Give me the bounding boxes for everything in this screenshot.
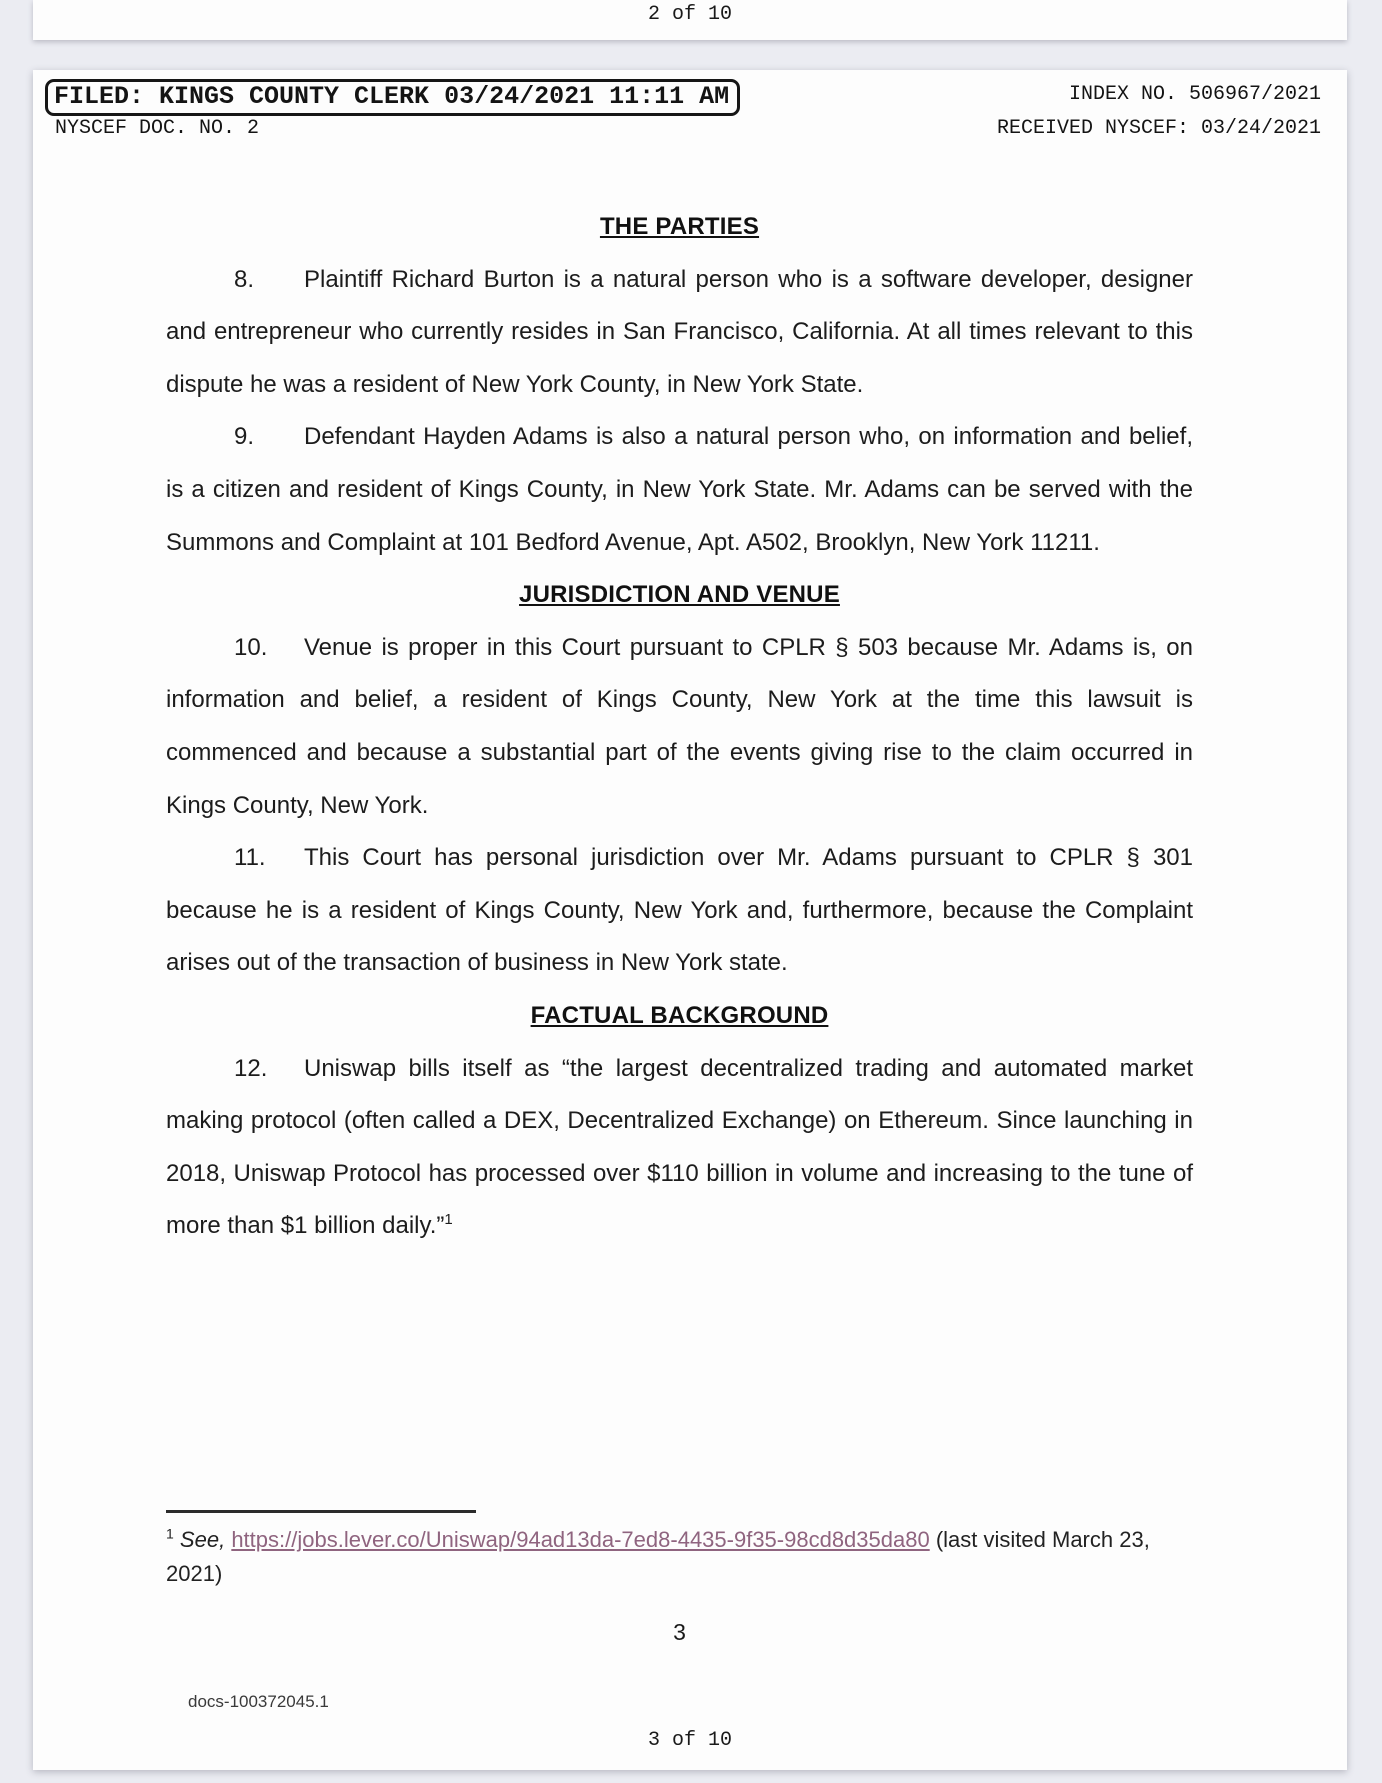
paragraph-number: 9. [234,423,255,451]
nyscef-doc-number: NYSCEF DOC. NO. 2 [55,117,260,140]
paragraph-text: Defendant Hayden Adams is also a natural person who, on information and belief, is a citizen and resident of Kings County, in New York State. Mr. Adams can be served with the Summons and Complaint at 101 Bedford Avenue, Apt. A502, Brooklyn, New York 11211. [166,423,1193,556]
previous-page-fragment [33,0,1347,40]
section-heading-factual-background: FACTUAL BACKGROUND [530,1001,829,1029]
paragraph-text: Uniswap bills itself as “the largest decentralized trading and automated market making protocol (often called a DEX, Decentralized Exchange) on Ethereum. Since launching in 2018, Uniswap Protocol has processed over $110 billion in volume and increasing to the tune of more than $1 billion daily.” [166,1054,1193,1240]
index-number: INDEX NO. 506967/2021 [1068,83,1321,106]
paragraph-number: 8. [234,265,255,293]
document-id: docs-100372045.1 [188,1692,329,1712]
document-body [166,201,1193,1729]
section-heading-jurisdiction-and-venue: JURISDICTION AND VENUE [519,581,840,609]
footnote-tail: (last visited March 23, 2021) [166,1526,1150,1586]
footnote-reference-marker: 1 [444,1211,453,1229]
footnote-separator [166,1510,476,1513]
prev-page-indicator: 2 of 10 [647,3,732,26]
document-page [33,70,1347,1770]
current-page-indicator: 3 of 10 [647,1729,732,1752]
paragraph-number: 12. [234,1054,268,1082]
footnote-link[interactable]: https://jobs.lever.co/Uniswap/94ad13da-7ed8-4435-9f35-98cd8d35da80 [231,1526,930,1552]
paragraph-8 [166,254,1193,412]
paragraph-text: Venue is proper in this Court pursuant to CPLR § 503 because Mr. Adams is, on information and belief, a resident of Kings County, New York at the time this lawsuit is commenced and because a substantial part of the events giving rise to the claim occurred in Kings County, New York. [166,633,1193,819]
paragraph-12 [166,1043,1193,1253]
paragraph-number: 10. [234,633,268,661]
footnote-marker: 1 [166,1525,174,1542]
received-nyscef-date: RECEIVED NYSCEF: 03/24/2021 [996,117,1321,140]
section-heading-the-parties: THE PARTIES [599,213,760,240]
paragraph-10 [166,622,1193,832]
paragraph-text: This Court has personal jurisdiction over Mr. Adams pursuant to CPLR § 301 because he is a resident of Kings County, New York and, furthermore, because the Complaint arises out of the transaction of business in New York state. [166,844,1193,977]
footnote-1 [166,1523,1193,1591]
paragraph-text: Plaintiff Richard Burton is a natural person who is a software developer, designer and entrepreneur who currently resides in San Francisco, California. At all times relevant to this dispute he was a resident of New York County, in New York State. [166,265,1193,398]
paragraph-11 [166,832,1193,990]
footnote-lead: See, [179,1526,226,1552]
paragraph-9 [166,411,1193,569]
document-page-number: 3 [673,1618,686,1645]
filed-stamp-banner: FILED: KINGS COUNTY CLERK 03/24/2021 11:11 AM [45,79,740,116]
paragraph-number: 11. [234,844,266,872]
